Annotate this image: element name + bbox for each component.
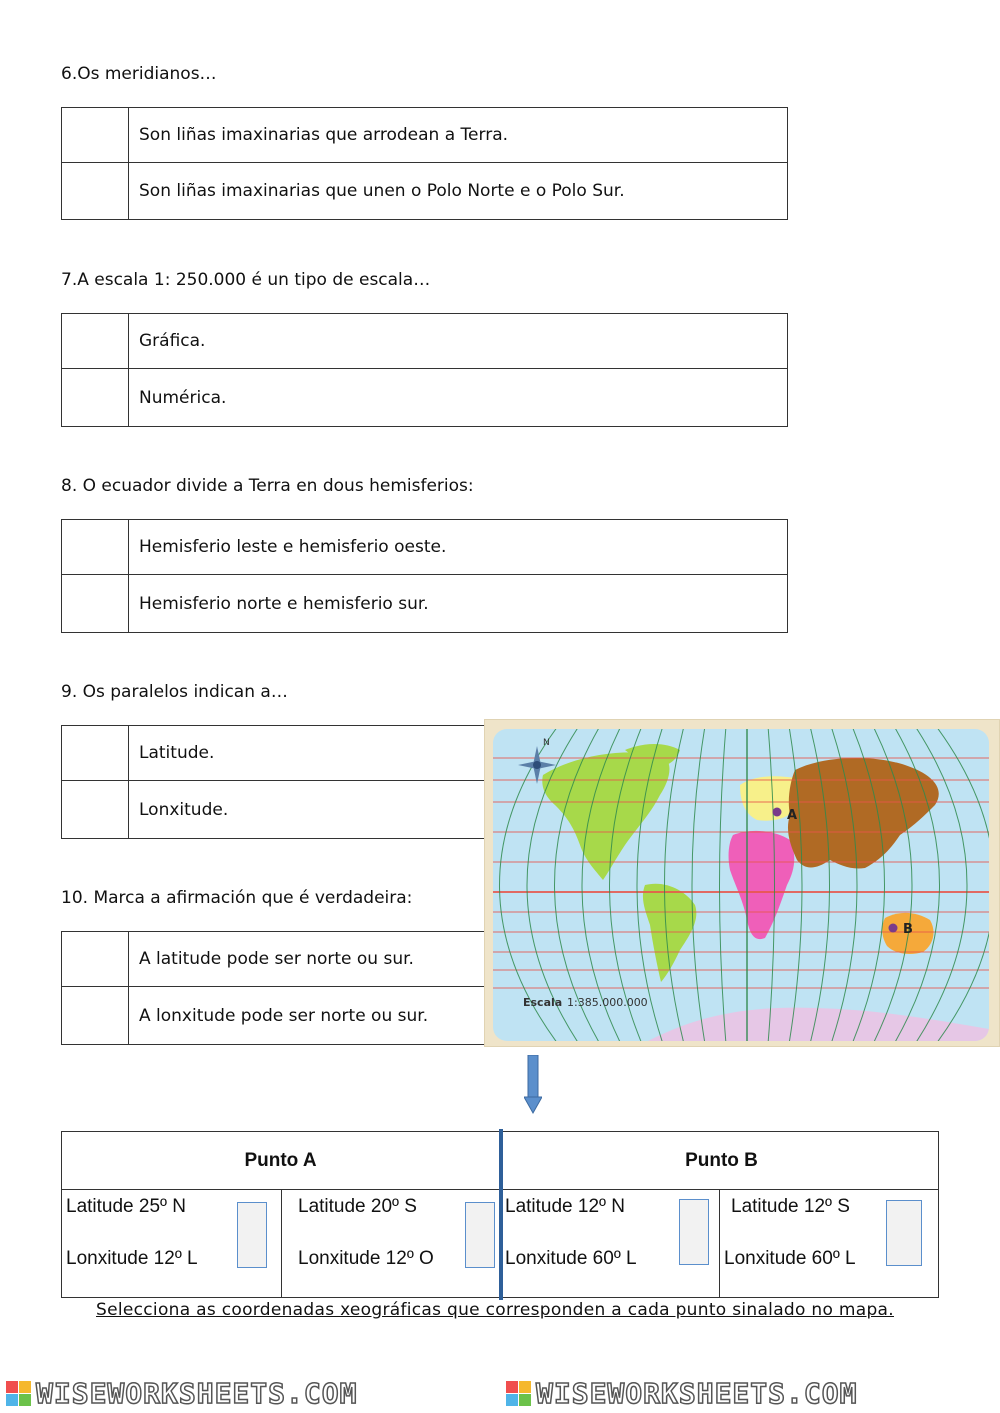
watermark-text: WISEWORKSHEETS.COM xyxy=(536,1377,858,1410)
option-b2-latitude: Latitude 12º S xyxy=(731,1196,850,1217)
answer-checkbox[interactable] xyxy=(62,987,129,1044)
question-7-title: 7.A escala 1: 250.000 é un tipo de escala… xyxy=(61,270,431,290)
option-text: Son liñas imaxinarias que unen o Polo Norte e o Polo Sur. xyxy=(139,181,625,201)
option-text: Hemisferio norte e hemisferio sur. xyxy=(139,593,429,614)
question-8-table xyxy=(61,519,788,633)
wiseworksheets-logo-icon xyxy=(6,1381,32,1407)
option-b1-checkbox[interactable] xyxy=(679,1199,709,1265)
question-6-title: 6.Os meridianos… xyxy=(61,64,217,84)
option-b2-checkbox[interactable] xyxy=(886,1200,922,1266)
option-row xyxy=(62,162,787,219)
table-divider xyxy=(499,1129,503,1300)
option-row xyxy=(62,520,787,574)
point-b-header: Punto B xyxy=(685,1149,758,1171)
answer-checkbox[interactable] xyxy=(62,108,129,162)
option-b1-latitude: Latitude 12º N xyxy=(505,1196,625,1217)
compass-north-label: N xyxy=(543,738,550,748)
scale-label: Escala xyxy=(523,996,563,1009)
question-10-table xyxy=(61,931,485,1045)
option-row xyxy=(62,368,787,426)
option-row xyxy=(62,932,485,986)
option-b2-longitude: Lonxitude 60º L xyxy=(724,1248,856,1269)
world-map-graphic xyxy=(485,720,1000,1048)
option-a1-longitude: Lonxitude 12º L xyxy=(66,1248,198,1269)
answer-checkbox[interactable] xyxy=(62,781,129,838)
option-text: Hemisferio leste e hemisferio oeste. xyxy=(139,537,447,557)
answer-checkbox[interactable] xyxy=(62,314,129,368)
point-b-label: B xyxy=(903,922,913,937)
world-map xyxy=(484,719,1000,1047)
option-text: A lonxitude pode ser norte ou sur. xyxy=(139,1005,429,1026)
answer-checkbox[interactable] xyxy=(62,520,129,574)
point-a-header: Punto A xyxy=(244,1149,317,1171)
instruction-text: Selecciona as coordenadas xeográficas que corresponden a cada punto sinalado no mapa. xyxy=(96,1300,894,1320)
option-a2-latitude: Latitude 20º S xyxy=(298,1196,417,1217)
option-b1-longitude: Lonxitude 60º L xyxy=(505,1248,637,1269)
option-text: Gráfica. xyxy=(139,331,206,351)
question-6-table xyxy=(61,107,788,220)
option-row xyxy=(62,108,787,162)
question-9-title: 9. Os paralelos indican a… xyxy=(61,682,288,702)
option-text: Son liñas imaxinarias que arrodean a Terra. xyxy=(139,125,509,145)
option-text: A latitude pode ser norte ou sur. xyxy=(139,949,414,969)
question-10-title: 10. Marca a afirmación que é verdadeira: xyxy=(61,888,413,908)
point-a-label: A xyxy=(787,808,798,823)
point-b-marker xyxy=(889,924,898,933)
option-a1-latitude: Latitude 25º N xyxy=(66,1196,186,1217)
answer-checkbox[interactable] xyxy=(62,932,129,986)
option-a2-checkbox[interactable] xyxy=(465,1202,495,1268)
question-9-table xyxy=(61,725,485,839)
option-text: Numérica. xyxy=(139,387,227,408)
down-arrow-icon xyxy=(524,1055,542,1115)
point-a-marker xyxy=(773,808,782,817)
option-a2-longitude: Lonxitude 12º O xyxy=(298,1248,434,1269)
wiseworksheets-logo-icon xyxy=(506,1381,532,1407)
question-7-table xyxy=(61,313,788,427)
answer-checkbox[interactable] xyxy=(62,726,129,780)
option-row xyxy=(62,726,485,780)
option-row xyxy=(62,314,787,368)
answer-checkbox[interactable] xyxy=(62,575,129,632)
option-row xyxy=(62,780,485,838)
answer-checkbox[interactable] xyxy=(62,369,129,426)
scale-value: 1:385.000.000 xyxy=(567,996,648,1009)
option-text: Latitude. xyxy=(139,743,215,763)
answer-checkbox[interactable] xyxy=(62,163,129,219)
option-row xyxy=(62,986,485,1044)
option-row xyxy=(62,574,787,632)
option-text: Lonxitude. xyxy=(139,799,229,820)
watermark-text: WISEWORKSHEETS.COM xyxy=(36,1377,358,1410)
question-8-title: 8. O ecuador divide a Terra en dous hemisferios: xyxy=(61,476,474,496)
option-a1-checkbox[interactable] xyxy=(237,1202,267,1268)
coordinates-table xyxy=(61,1131,939,1298)
